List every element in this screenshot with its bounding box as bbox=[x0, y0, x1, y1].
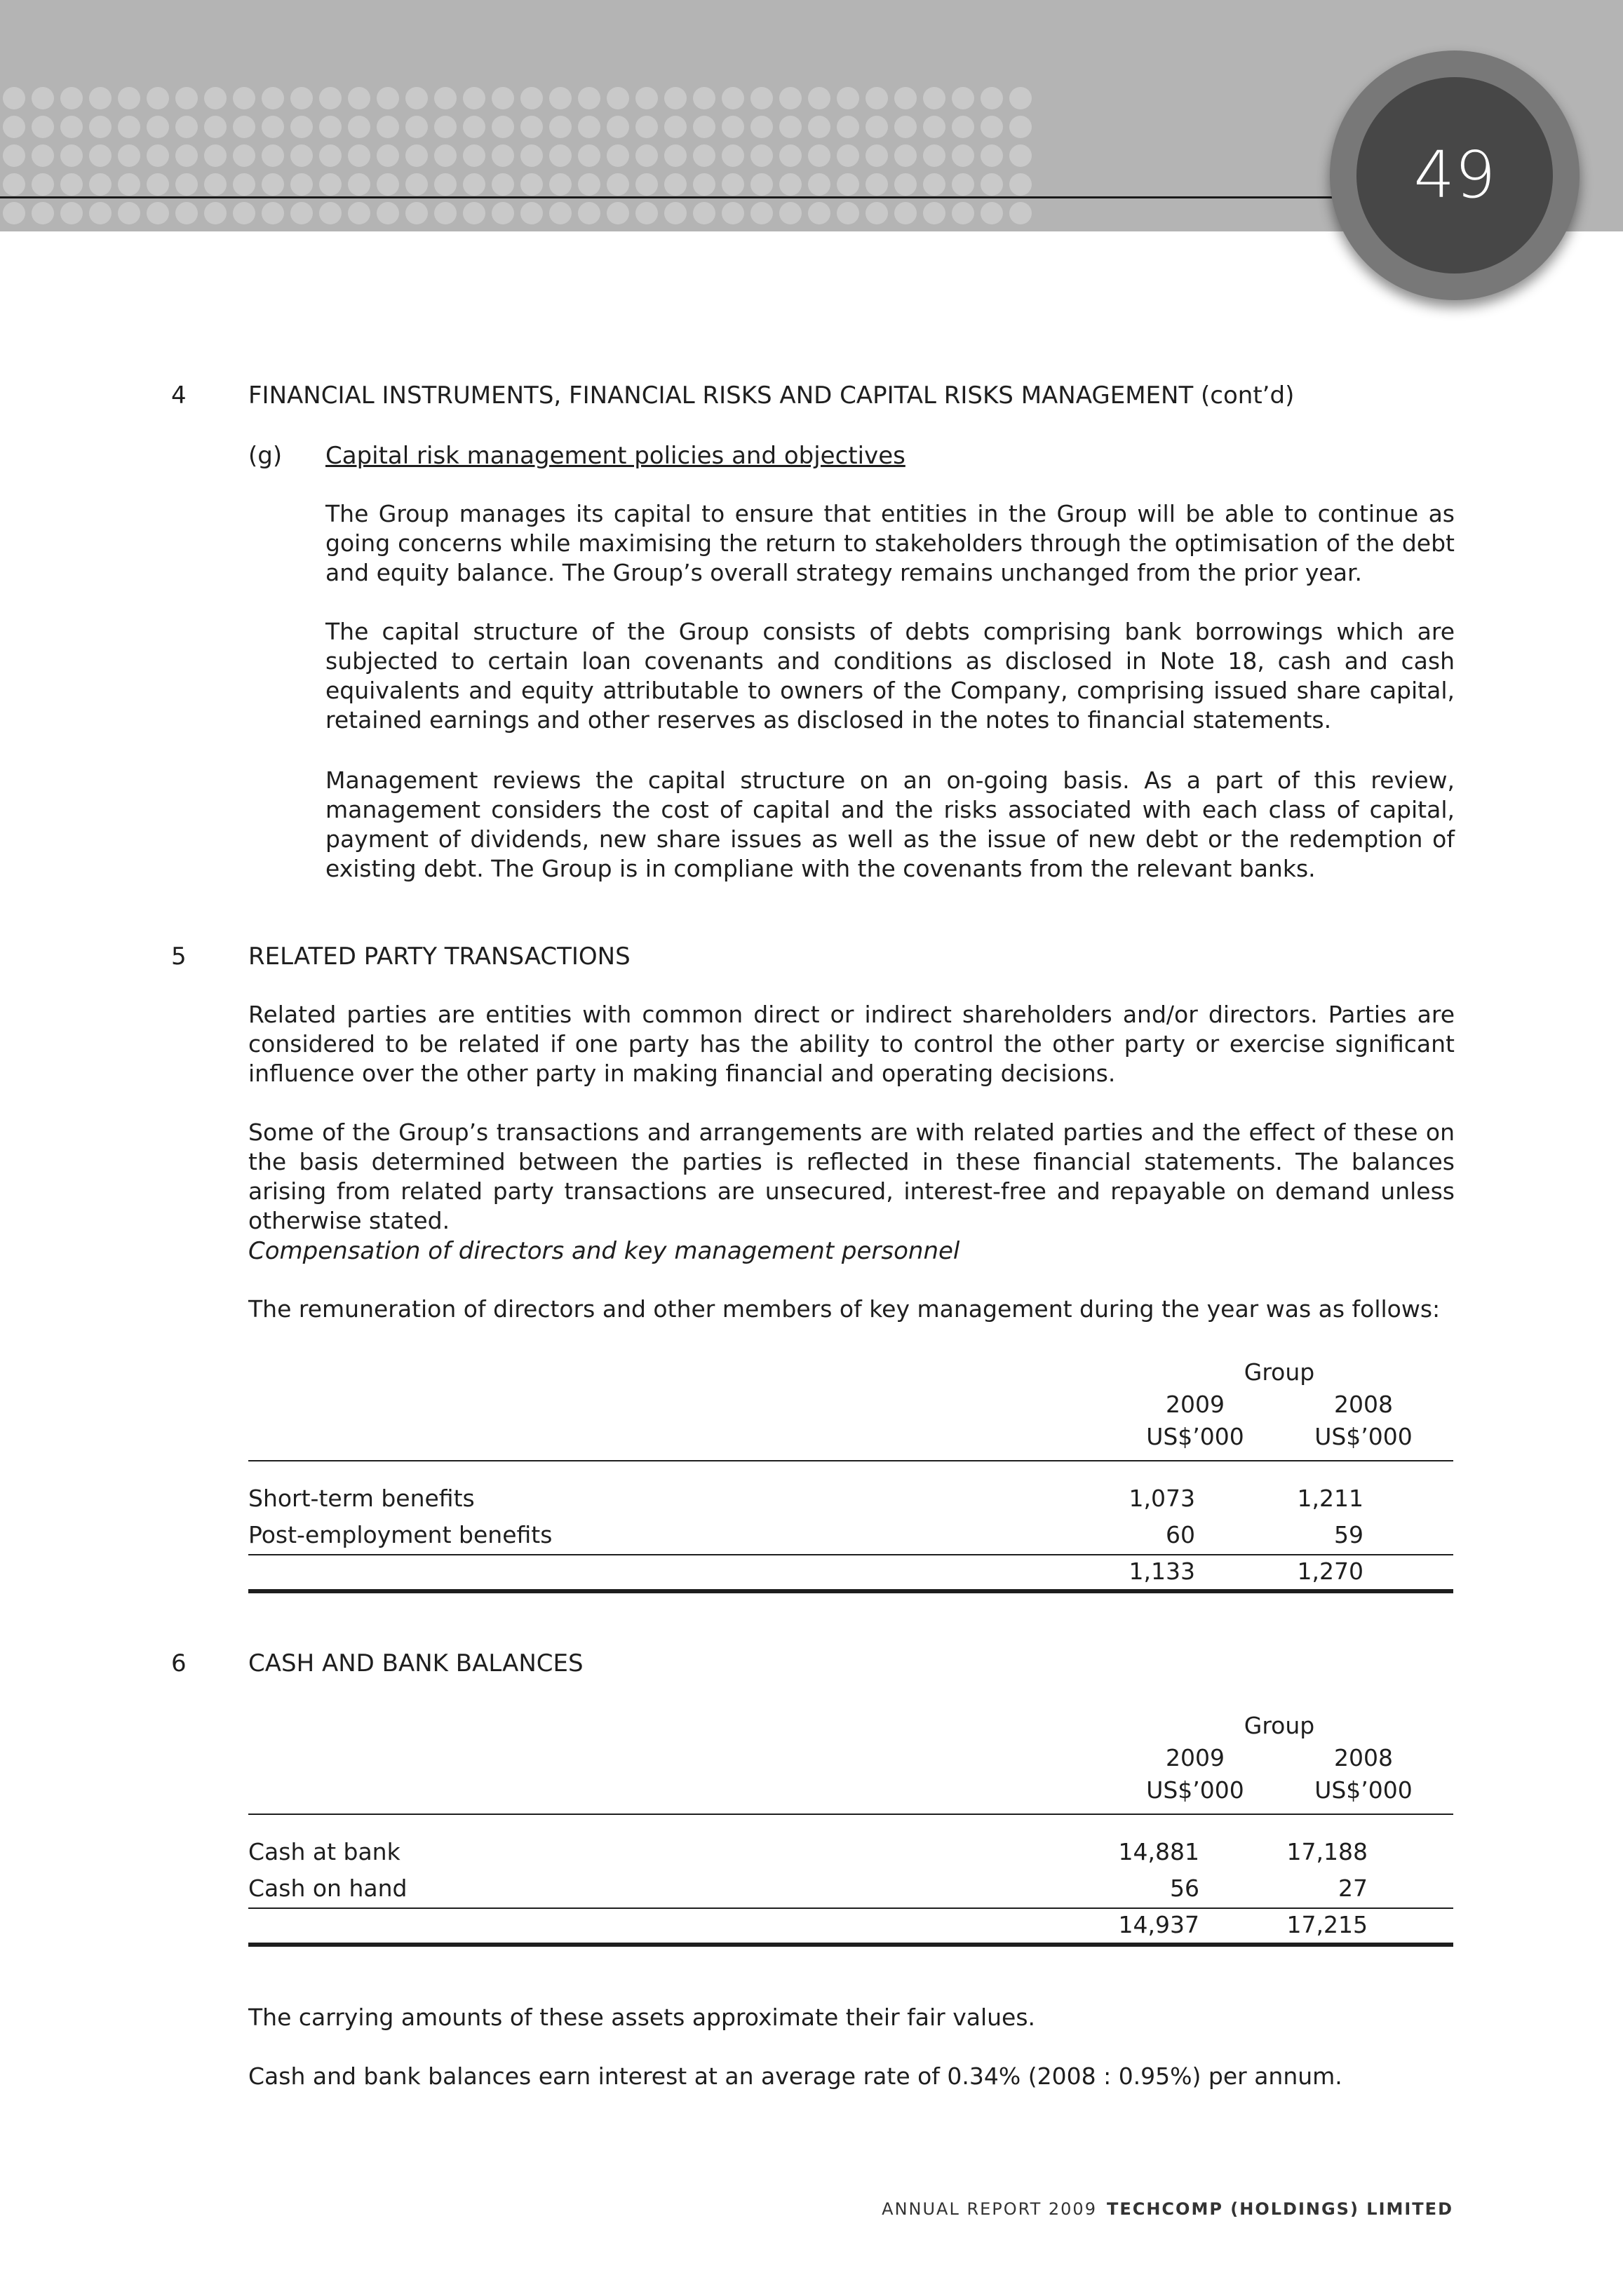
total-2008: 1,270 bbox=[1297, 1558, 1363, 1585]
total-2009: 14,937 bbox=[1118, 1911, 1199, 1938]
page-number: 49 bbox=[1413, 137, 1496, 212]
row-value-2008: 17,188 bbox=[1286, 1838, 1368, 1865]
year-2008: 2008 bbox=[1334, 1391, 1393, 1418]
section4-number: 4 bbox=[171, 381, 187, 410]
row-value-2008: 27 bbox=[1338, 1875, 1368, 1902]
row-label: Short-term benefits bbox=[248, 1485, 475, 1512]
section5-number: 5 bbox=[171, 943, 187, 971]
unit-2009: US$’000 bbox=[1146, 1776, 1244, 1804]
total-rule bbox=[248, 1589, 1453, 1593]
cash-table bbox=[248, 1711, 1453, 1950]
unit-2008: US$’000 bbox=[1314, 1423, 1413, 1450]
year-2008: 2008 bbox=[1334, 1744, 1393, 1771]
section5-title: RELATED PARTY TRANSACTIONS bbox=[248, 943, 631, 971]
section4-paragraph-3: Management reviews the capital structure on an on-going basis. As a part of this review, management considers the cost of capital and the risks associated with each class of capital, payment of dividends, new share issues as well as the issue of new debt or the redemption of existing debt. The Group is in compliane with the covenants from the relevant banks. bbox=[325, 767, 1455, 882]
year-2009: 2009 bbox=[1166, 1391, 1225, 1418]
section5-paragraph-2: Some of the Group’s transactions and arrangements are with related parties and the effect of these on the basis determined between the parties is reflected in these financial statements. The balances arising from related party transactions are unsecured, interest-free and repayable on demand unless otherwise stated. bbox=[248, 1119, 1455, 1234]
total-2008: 17,215 bbox=[1286, 1911, 1368, 1938]
row-label: Cash at bank bbox=[248, 1838, 400, 1865]
dot-pattern bbox=[0, 84, 1052, 235]
table-header-rule bbox=[248, 1460, 1453, 1461]
table-header-rule bbox=[248, 1814, 1453, 1815]
subtotal-rule bbox=[248, 1554, 1453, 1555]
row-value-2009: 14,881 bbox=[1118, 1838, 1199, 1865]
row-value-2008: 59 bbox=[1334, 1521, 1363, 1548]
year-2009: 2009 bbox=[1166, 1744, 1225, 1771]
remuneration-intro: The remuneration of directors and other members of key management during the year was as follows: bbox=[248, 1295, 1441, 1323]
section6-paragraph-1: The carrying amounts of these assets approximate their fair values. bbox=[248, 2004, 1036, 2031]
unit-2008: US$’000 bbox=[1314, 1776, 1413, 1804]
row-value-2009: 60 bbox=[1166, 1521, 1195, 1548]
section4-sub-title: Capital risk management policies and objectives bbox=[325, 442, 905, 470]
section4-sub-label: (g) bbox=[248, 442, 283, 470]
total-rule bbox=[248, 1943, 1453, 1947]
section6-paragraph-2: Cash and bank balances earn interest at an average rate of 0.34% (2008 : 0.95%) per annum. bbox=[248, 2062, 1342, 2090]
row-label: Post-employment benefits bbox=[248, 1521, 553, 1548]
row-value-2009: 56 bbox=[1170, 1875, 1199, 1902]
row-value-2009: 1,073 bbox=[1129, 1485, 1195, 1512]
section4-paragraph-1: The Group manages its capital to ensure that entities in the Group will be able to continue as going concerns while maximising the return to stakeholders through the optimisation of the debt and equity balance. The Group’s overall strategy remains unchanged from the prior year. bbox=[325, 500, 1455, 586]
compensation-table bbox=[248, 1358, 1453, 1596]
section4-paragraph-2: The capital structure of the Group consists of debts comprising bank borrowings which are subjected to certain loan covenants and conditions as disclosed in Note 18, cash and cash equivalents and equity attributable to owners of the Company, comprising issued share capital, retained earnings and other reserves as disclosed in the notes to financial statements. bbox=[325, 618, 1455, 734]
group-label: Group bbox=[1244, 1712, 1315, 1739]
section6-number: 6 bbox=[171, 1649, 187, 1677]
subtotal-rule bbox=[248, 1907, 1453, 1909]
compensation-heading: Compensation of directors and key management personnel bbox=[248, 1237, 960, 1265]
unit-2009: US$’000 bbox=[1146, 1423, 1244, 1450]
section4-title: FINANCIAL INSTRUMENTS, FINANCIAL RISKS AND CAPITAL RISKS MANAGEMENT (cont’d) bbox=[248, 381, 1295, 410]
footer-report: ANNUAL REPORT 2009 bbox=[882, 2199, 1097, 2219]
total-2009: 1,133 bbox=[1129, 1558, 1195, 1585]
group-label: Group bbox=[1244, 1358, 1315, 1386]
header-rule bbox=[0, 196, 1347, 198]
row-value-2008: 1,211 bbox=[1297, 1485, 1363, 1512]
section5-paragraph-1: Related parties are entities with common direct or indirect shareholders and/or directors. Parties are considered to be related if one party has the ability to control the other party or exercise significant influence over the other party in making financial and operating decisions. bbox=[248, 1001, 1455, 1087]
footer-company: TECHCOMP (HOLDINGS) LIMITED bbox=[1106, 2199, 1453, 2219]
section6-title: CASH AND BANK BALANCES bbox=[248, 1649, 584, 1677]
row-label: Cash on hand bbox=[248, 1875, 408, 1902]
footer bbox=[882, 2199, 1453, 2219]
